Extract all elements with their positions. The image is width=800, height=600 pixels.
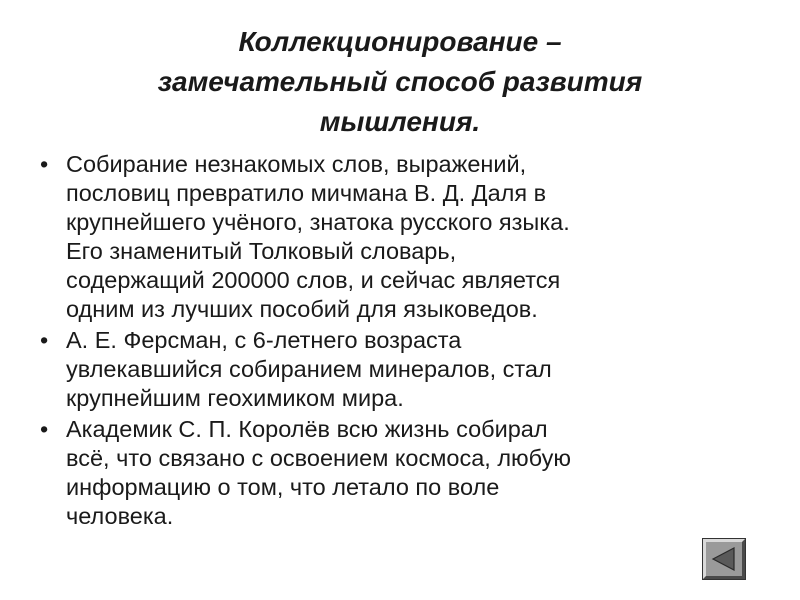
bullet-line: Его знаменитый Толковый словарь, [66,238,457,264]
bullet-dot: • [40,327,49,353]
bullet-line: увлекавшийся собиранием минералов, стал [66,356,552,382]
slide-title [60,22,740,142]
bullet-line: всё, что связано с освоением космоса, любую [66,445,571,471]
bullet-line: Академик С. П. Королёв всю жизнь собирал [66,416,548,442]
bullet-item-dal [36,150,756,324]
bullet-line: Собирание незнакомых слов, выражений, [66,151,527,177]
back-nav-button[interactable] [703,539,745,579]
bullet-dot: • [40,416,49,442]
bullet-item-fersman [36,326,756,413]
bullet-line: крупнейшего учёного, знатока русского языка. [66,209,570,235]
bullet-line: крупнейшим геохимиком мира. [66,385,404,411]
bullet-line: информацию о том, что летало по воле [66,474,500,500]
bullet-dot: • [40,151,49,177]
bullet-line: человека. [66,503,174,529]
bullet-line: пословиц превратило мичмана В. Д. Даля в [66,180,547,206]
bullet-list [36,150,756,533]
title-line-2: замечательный способ развития [157,66,643,97]
title-line-1: Коллекционирование – [238,26,562,57]
bullet-line: одним из лучших пособий для языковедов. [66,296,538,322]
bullet-line: А. Е. Ферсман, с 6-летнего возраста [66,327,462,353]
title-line-3: мышления. [319,106,481,137]
bullet-item-korolev [36,415,756,531]
bullet-line: содержащий 200000 слов, и сейчас является [66,267,561,293]
triangle-left-icon [706,542,742,576]
